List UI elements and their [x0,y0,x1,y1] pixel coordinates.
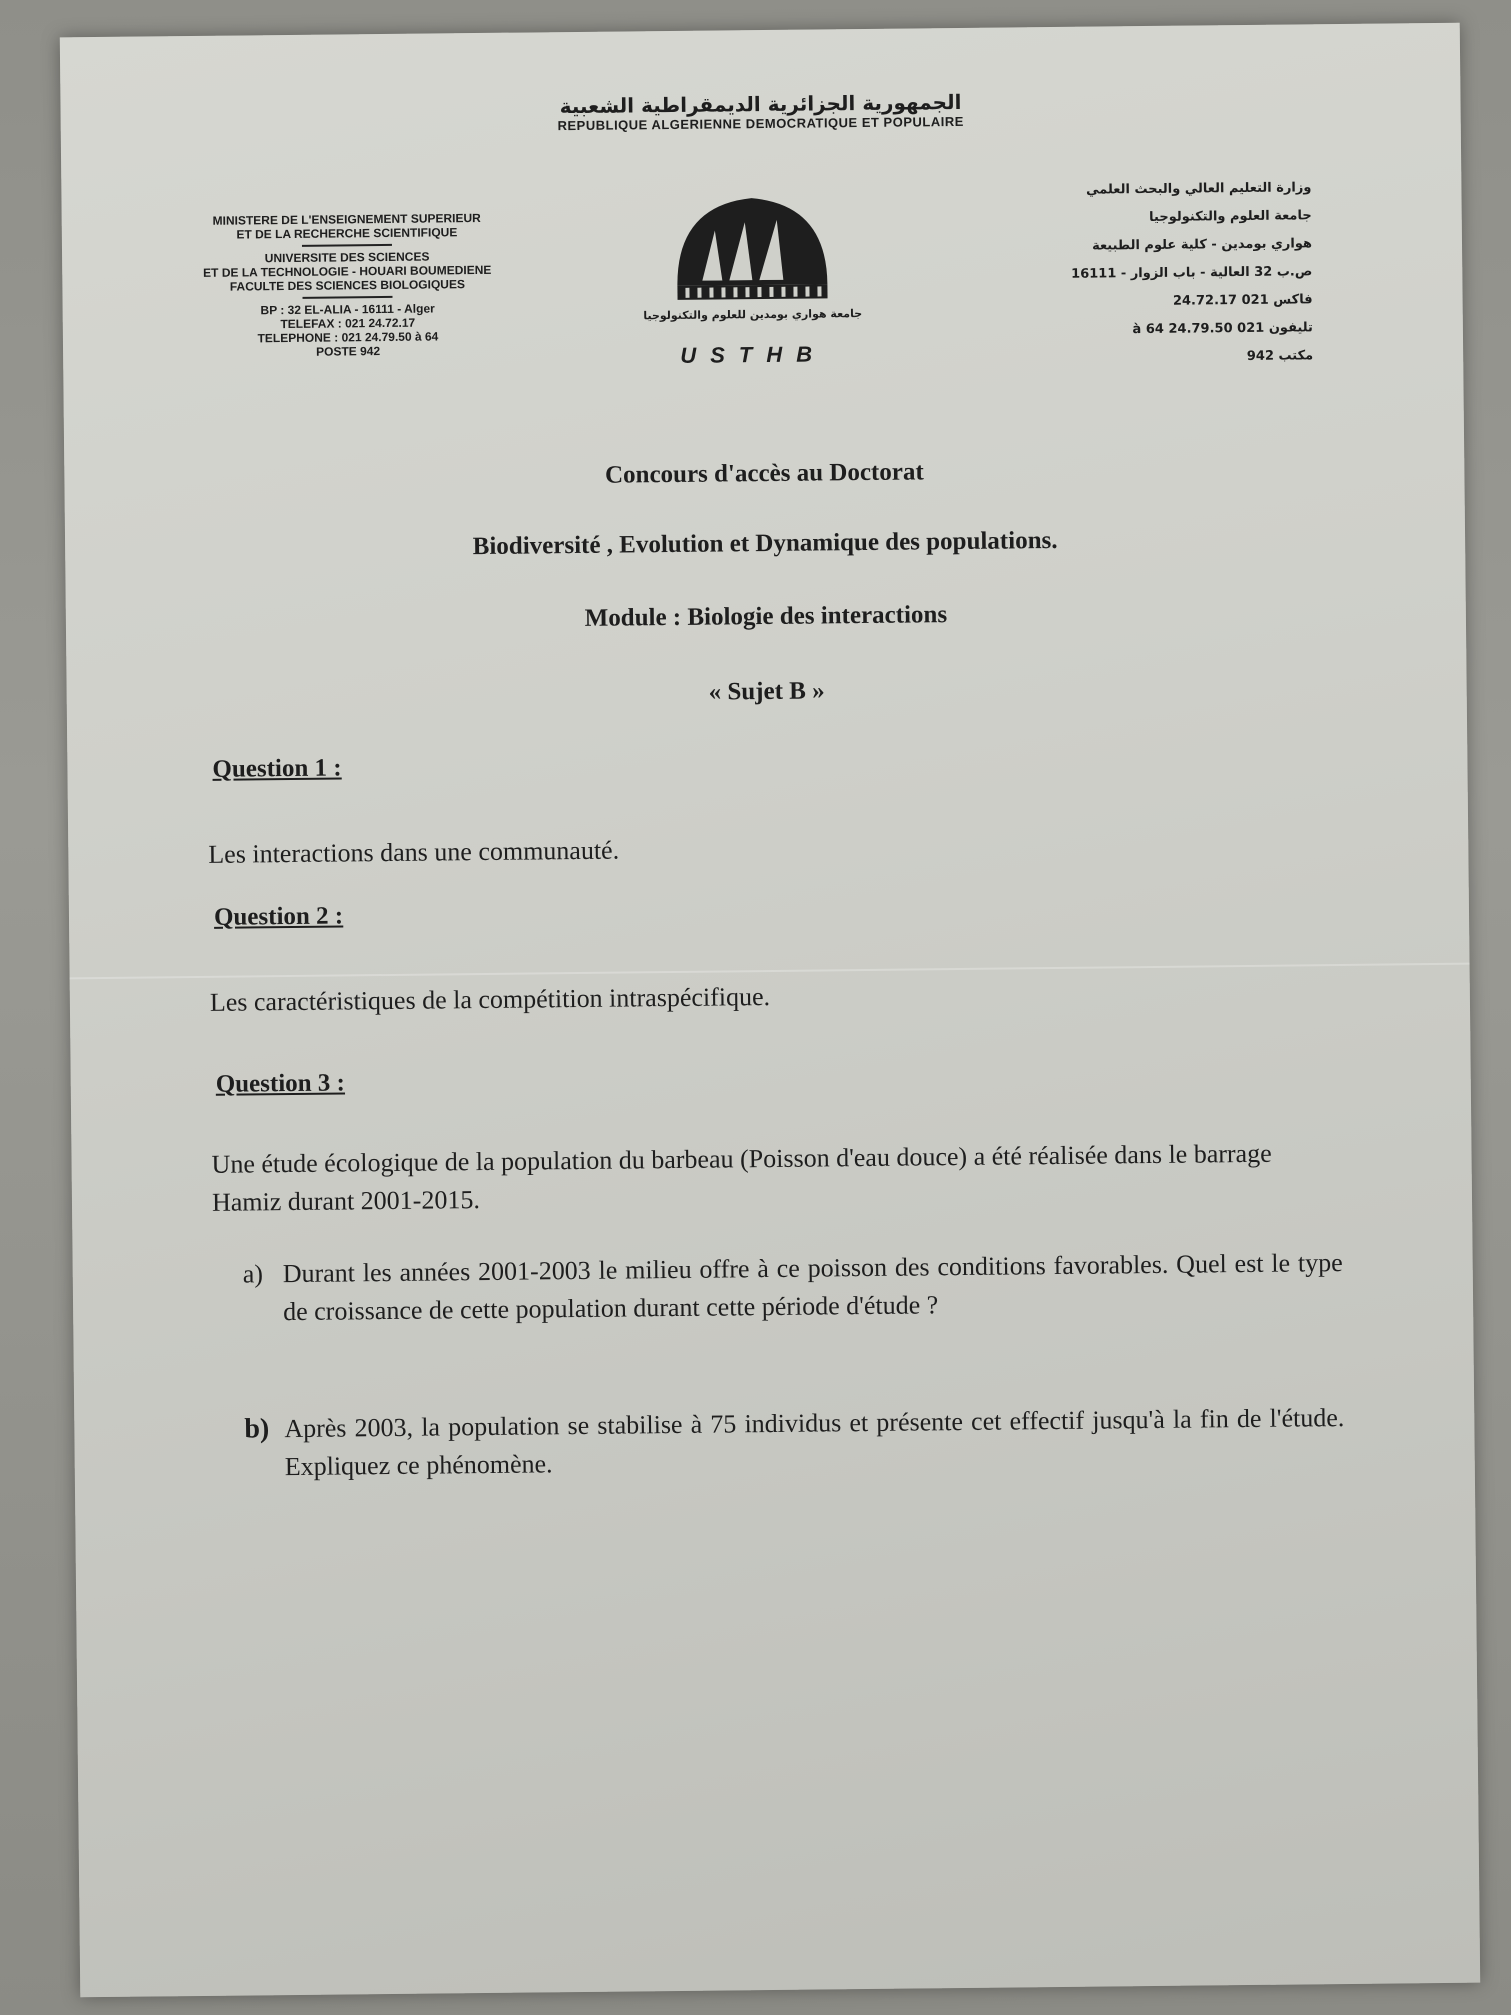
republic-header [60,85,1460,139]
telefax-line: TELEFAX : 021 24.72.17 [280,315,416,332]
item-marker: a) [242,1259,264,1289]
ministry-ar-line: وزارة التعليم العالي والبحث العلمي [1085,180,1312,198]
fax-ar-line: فاكس 021 24.72.17 [1172,292,1313,309]
item-text: Après 2003, la population se stabilise à 75 individus et présente cet effectif jusqu'à la fin de l'étude. Expliquez ce phénomène. [284,1403,1345,1482]
logo-arabic: جامعة هواري بومدين للعلوم والتكنولوجيا [643,306,863,323]
republic-arabic: الجمهورية الجزائرية الديمقراطية الشعبية [559,89,962,119]
republic-french: REPUBLIQUE ALGERIENNE DEMOCRATIQUE ET POPULAIRE [557,113,964,134]
university-emblem-icon [643,189,863,341]
exam-subject: « Sujet B » [708,677,825,706]
exam-speciality: Biodiversité , Evolution et Dynamique des populations. [472,526,1058,561]
question-3-item-a [243,1244,1344,1332]
telephone-line: TELEPHONE : 021 24.79.50 à 64 [257,329,439,346]
item-marker: b) [244,1413,270,1445]
divider [302,244,392,247]
poste-line: POSTE 942 [315,344,381,359]
exam-title: Concours d'accès au Doctorat [604,458,924,489]
logo-text: USTHB [680,341,827,368]
address-ar-line: ص.ب 32 العالية - باب الزوار - 16111 [1071,264,1313,282]
phone-ar-line: تليفون 021 24.79.50 à 64 [1132,320,1313,338]
university-ar-line: جامعة العلوم والتكنولوجيا [1149,208,1312,225]
ministry-line: ET DE LA RECHERCHE SCIENTIFIQUE [236,225,458,242]
ministry-line: MINISTERE DE L'ENSEIGNEMENT SUPERIEUR [212,210,481,228]
exam-module: Module : Biologie des interactions [584,601,948,632]
question-2-text: Les caractéristiques de la compétition intraspécifique. [209,981,771,1017]
divider [303,296,393,299]
question-3-item-b [244,1399,1345,1487]
question-3-heading: Question 3 : [215,1069,346,1098]
item-text: Durant les années 2001-2003 le milieu offre à ce poisson des conditions favorables. Quel est le type de croissance de cette population durant cette période d'étude ? [282,1248,1343,1327]
address-line: BP : 32 EL-ALIA - 16111 - Alger [260,301,435,318]
faculty-line: FACULTE DES SCIENCES BIOLOGIQUES [229,277,466,294]
university-line: UNIVERSITE DES SCIENCES [264,249,430,266]
question-3-text: Une étude écologique de la population du barbeau (Poisson d'eau douce) a été réalisée dans le barrage Hamiz durant 2001-2015. [211,1138,1272,1217]
university-line: ET DE LA TECHNOLOGIE - HOUARI BOUMEDIENE [203,262,492,280]
usthb-logo [643,189,863,369]
question-1-heading: Question 1 : [212,754,342,783]
ministry-block-ar [1041,174,1313,373]
office-ar-line: مكتب 942 [1246,348,1314,364]
ministry-block-fr [152,210,544,360]
exam-sheet [60,23,1480,1998]
question-1-text: Les interactions dans une communauté. [208,835,620,869]
faculty-ar-line: هواري بومدين - كلية علوم الطبيعة [1091,236,1313,254]
question-2-heading: Question 2 : [213,902,344,931]
